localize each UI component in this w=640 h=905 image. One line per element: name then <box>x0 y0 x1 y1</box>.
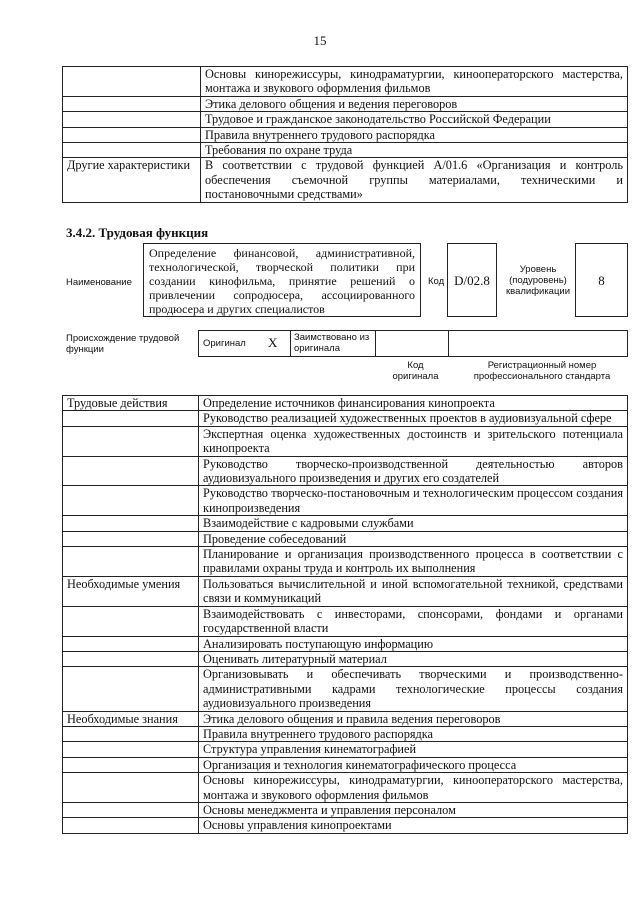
knowledge-item: Основы кинорежиссуры, кинодраматургии, кинооператорского мастерства, монтажа и звукового оформления фильмов <box>201 67 628 97</box>
table-row <box>63 773 628 803</box>
knowledge-item: Основы управления кинопроектами <box>199 818 628 833</box>
original-label: Оригинал <box>203 338 246 349</box>
characteristics-table <box>62 66 628 203</box>
code-label: Код <box>428 276 445 287</box>
skill-item: Взаимодействовать с инвесторами, спонсорами, фондами и органами государственной власти <box>199 606 628 636</box>
skills-label: Необходимые умения <box>63 576 199 606</box>
empty-label-cell <box>63 67 201 97</box>
code-original-label: Код оригинала <box>392 360 439 382</box>
origin-label: Происхождение трудовой функции <box>66 333 180 355</box>
action-item: Руководство реализацией художественных проектов в аудиовизуальной сфере <box>199 411 628 426</box>
table-row <box>63 531 628 546</box>
skill-item: Пользоваться вычислительной и иной вспомогательной техникой, средствами связи и коммуникаций <box>199 576 628 606</box>
action-item: Проведение собеседований <box>199 531 628 546</box>
table-row <box>63 802 628 817</box>
knowledge-item: Требования по охране труда <box>201 143 628 158</box>
table-row <box>63 486 628 516</box>
knowledge-item: Основы кинорежиссуры, кинодраматургии, кинооператорского мастерства, монтажа и звукового оформления фильмов <box>199 773 628 803</box>
table-row <box>63 127 628 142</box>
code-value-box: D/02.8 <box>447 243 497 317</box>
borrowed-label: Заимствовано из оригинала <box>294 332 370 354</box>
knowledge-item: Организация и технология кинематографического процесса <box>199 757 628 772</box>
table-row <box>63 96 628 111</box>
action-item: Взаимодействие с кадровыми службами <box>199 516 628 531</box>
knowledge-item: Правила внутреннего трудового распорядка <box>201 127 628 142</box>
skill-item: Организовывать и обеспечивать творческими и производственно-административными кадрами технологические процессы создания аудиовизуального произведения <box>199 667 628 711</box>
level-label: Уровень (подуровень) квалификации <box>505 264 571 297</box>
section-heading: 3.4.2. Трудовая функция <box>66 225 209 240</box>
level-value-box: 8 <box>575 243 628 317</box>
action-item: Определение источников финансирования кинопроекта <box>199 396 628 411</box>
table-row <box>63 158 628 202</box>
reg-number-label: Регистрационный номер профессионального стандарта <box>473 360 611 382</box>
table-row <box>63 426 628 456</box>
knowledge-item: Этика делового общения и правила ведения переговоров <box>199 711 628 726</box>
knowledge-item: Этика делового общения и ведения переговоров <box>201 96 628 111</box>
table-row <box>63 726 628 741</box>
table-row <box>63 636 628 651</box>
table-row <box>63 757 628 772</box>
table-row <box>63 742 628 757</box>
skill-item: Анализировать поступающую информацию <box>199 636 628 651</box>
table-row <box>63 651 628 666</box>
action-item: Экспертная оценка художественных достоинств и зрительского потенциала кинопроекта <box>199 426 628 456</box>
table-row <box>63 112 628 127</box>
knowledge-item: Правила внутреннего трудового распорядка <box>199 726 628 741</box>
knowledge-item: Структура управления кинематографией <box>199 742 628 757</box>
table-row <box>63 711 628 726</box>
table-row <box>63 818 628 833</box>
table-row <box>63 456 628 486</box>
other-characteristics-text: В соответствии с трудовой функцией А/01.6 «Организация и контроль обеспечения съемочной группы материалами, техническими и постановочными средствами» <box>201 158 628 202</box>
origin-row-box <box>198 330 628 357</box>
knowledge-label: Необходимые знания <box>63 711 199 726</box>
skill-item: Оценивать литературный материал <box>199 651 628 666</box>
other-characteristics-label: Другие характеристики <box>63 158 201 202</box>
function-details-table <box>62 395 628 834</box>
table-row <box>63 396 628 411</box>
table-row <box>63 67 628 97</box>
original-check-mark: X <box>268 335 278 350</box>
table-row <box>63 667 628 711</box>
table-row <box>63 143 628 158</box>
table-row <box>63 606 628 636</box>
action-item: Руководство творческо-постановочным и технологическим процессом создания кинопроизведения <box>199 486 628 516</box>
actions-label: Трудовые действия <box>63 396 199 411</box>
table-row <box>63 411 628 426</box>
knowledge-item: Основы менеджмента и управления персоналом <box>199 802 628 817</box>
table-row <box>63 516 628 531</box>
function-name-box: Определение финансовой, административной, технологической, творческой политики при создании кинофильма, принятие решений о привлечении сопродюсера, ассоциированного продюсера и других специалистов <box>143 243 421 317</box>
table-row <box>63 576 628 606</box>
action-item: Руководство творческо-производственной деятельностью авторов аудиовизуального произведения и других его создателей <box>199 456 628 486</box>
table-row <box>63 547 628 577</box>
action-item: Планирование и организация производственного процесса в соответствии с правилами охраны труда и контроль их выполнения <box>199 547 628 577</box>
name-label: Наименование <box>66 277 132 288</box>
knowledge-item: Трудовое и гражданское законодательство Российской Федерации <box>201 112 628 127</box>
page-number: 15 <box>313 33 327 48</box>
